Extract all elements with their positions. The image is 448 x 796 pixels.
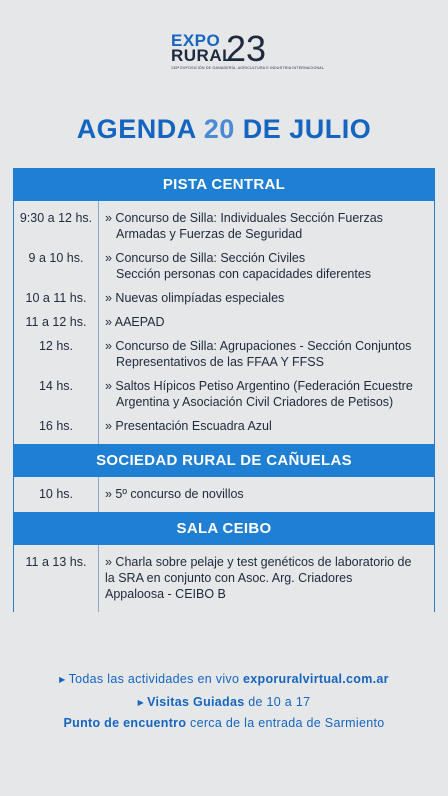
footer-live-text: Todas las actividades en vivo — [68, 672, 240, 686]
description-column — [99, 201, 434, 444]
event-description-line: Argentina y Asociación Civil Criadores de Petisos) — [116, 395, 394, 409]
event-time: 9 a 10 hs. — [28, 251, 84, 265]
event-description — [99, 314, 434, 330]
event-description-line: » Concurso de Silla: Individuales Sección Fuerzas — [105, 211, 383, 225]
expo-rural-logo — [167, 28, 325, 75]
event-description-line: » 5º concurso de novillos — [105, 487, 244, 501]
event-time: 9:30 a 12 hs. — [19, 211, 93, 225]
event-description-line: Representativos de las FFAA Y FFSS — [116, 355, 324, 369]
event-description — [99, 338, 434, 370]
arrow-icon: ▶ — [137, 698, 145, 707]
footer-meeting-location: cerca de la entrada de Sarmiento — [190, 716, 385, 730]
footer-live — [0, 672, 448, 686]
footer-visits-label: Visitas Guiadas — [147, 695, 245, 709]
section-header: SOCIEDAD RURAL DE CAÑUELAS — [13, 444, 435, 477]
section-header: PISTA CENTRAL — [13, 168, 435, 201]
event-time: 16 hs. — [38, 419, 74, 433]
logo-expo: EXPO — [171, 31, 221, 50]
agenda-table — [13, 168, 435, 612]
event-description-line: » AAEPAD — [105, 315, 165, 329]
event-time: 11 a 13 hs. — [25, 555, 87, 569]
event-description — [99, 378, 434, 410]
event-description — [99, 250, 434, 282]
section-header: SALA CEIBO — [13, 512, 435, 545]
event-description — [99, 554, 434, 602]
footer-meeting-label: Punto de encuentro — [63, 716, 187, 730]
event-description-line: Sección personas con capacidades diferentes — [116, 267, 372, 281]
event-time: 12 hs. — [38, 339, 74, 353]
event-time: 11 a 12 hs. — [25, 315, 87, 329]
event-description-line: » Concurso de Silla: Sección Civiles — [105, 251, 306, 265]
event-time: 14 hs. — [38, 379, 74, 393]
logo-subtitle: 135ª EXPOSICIÓN DE GANADERÍA, AGRICULTURA E INDUSTRIA INTERNACIONAL — [171, 66, 325, 70]
event-time: 10 hs. — [38, 487, 74, 501]
event-description-line: Appaloosa - CEIBO B — [105, 587, 226, 601]
footer-visits — [0, 695, 448, 709]
section-table — [13, 201, 435, 444]
event-description-line: Armadas y Fuerzas de Seguridad — [116, 227, 303, 241]
event-description-line: » Nuevas olimpíadas especiales — [105, 291, 285, 305]
event-description — [99, 210, 434, 242]
event-description-line: » Presentación Escuadra Azul — [105, 419, 272, 433]
event-description — [99, 418, 434, 434]
event-time: 10 a 11 hs. — [25, 291, 87, 305]
description-column — [99, 545, 434, 612]
page-title — [0, 114, 448, 145]
title-suffix: DE JULIO — [242, 114, 372, 144]
event-description-line: la SRA en conjunto con Asoc. Arg. Criadores — [105, 571, 353, 585]
footer-meeting — [0, 716, 448, 730]
time-column — [14, 477, 99, 512]
arrow-icon: ▶ — [59, 675, 66, 684]
title-prefix: AGENDA — [76, 114, 196, 144]
event-description-line: » Charla sobre pelaje y test genéticos de laboratorio de — [105, 555, 412, 569]
time-column — [14, 201, 99, 444]
event-description-line: » Concurso de Silla: Agrupaciones - Sección Conjuntos — [105, 339, 412, 353]
footer-website-link[interactable]: exporuralvirtual.com.ar — [243, 672, 389, 686]
section-table — [13, 545, 435, 612]
section-table — [13, 477, 435, 512]
event-description — [99, 486, 434, 502]
footer-visits-hours: de 10 a 17 — [248, 695, 311, 709]
event-description-line: » Saltos Hípicos Petiso Argentino (Federación Ecuestre — [105, 379, 413, 393]
description-column — [99, 477, 434, 512]
logo-year: 23 — [226, 28, 267, 69]
time-column — [14, 545, 99, 612]
event-description — [99, 290, 434, 306]
title-day: 20 — [203, 114, 235, 144]
logo-rural: RURAL — [171, 46, 233, 65]
